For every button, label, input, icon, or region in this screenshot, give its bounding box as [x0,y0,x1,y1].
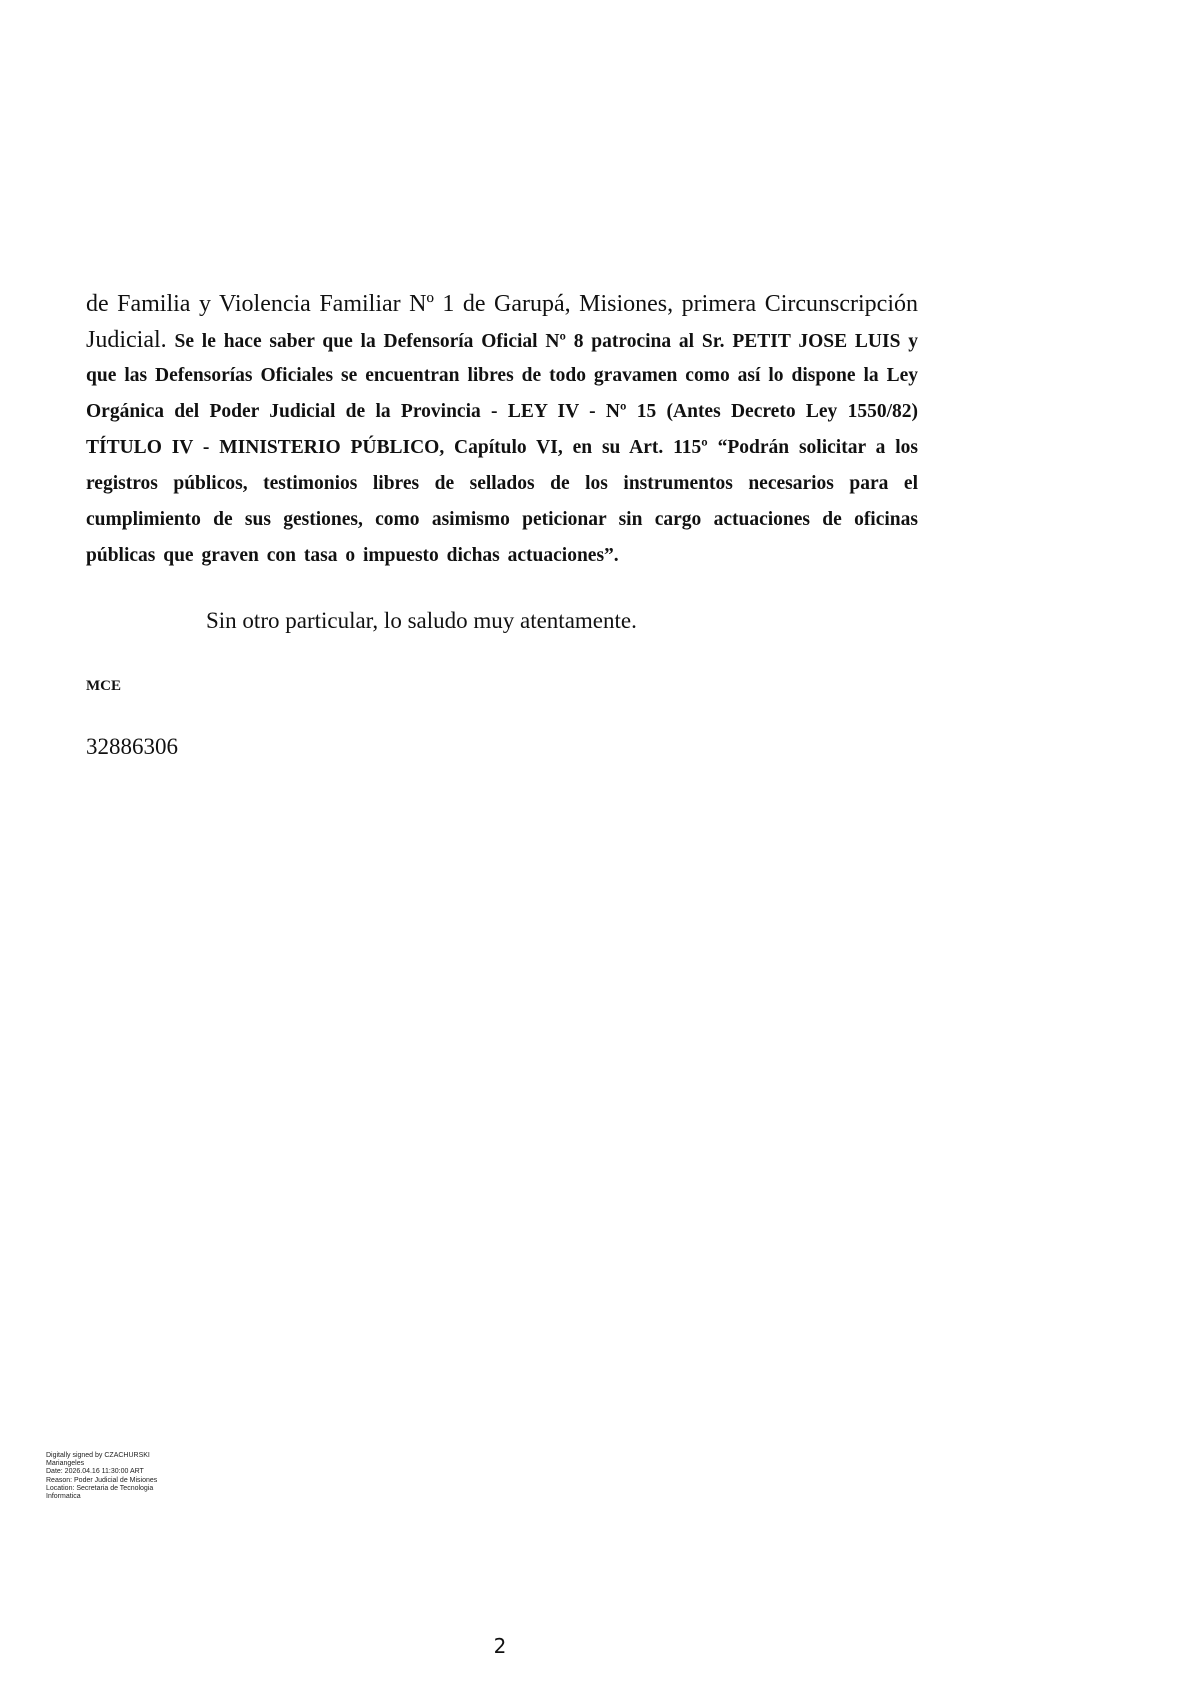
digital-signature-block [46,1452,206,1501]
author-initials: MCE [86,678,121,694]
signature-line-6: Informatica [46,1493,81,1501]
paragraph-line-7: cumplimiento de sus gestiones, como asimismo peticionar sin cargo actuaciones de oficinas [86,509,918,530]
signature-line-2: Mariangeles [46,1460,85,1468]
paragraph-line-6: registros públicos, testimonios libres de sellados de los instrumentos necesarios para el [86,473,918,494]
paragraph-line-2 [86,322,918,358]
paragraph-line-8: públicas que graven con tasa o impuesto dichas actuaciones”. [86,545,619,566]
paragraph-line-1: de Familia y Violencia Familiar Nº 1 de Garupá, Misiones, primera Circunscripción [86,291,918,317]
body-paragraph [86,286,918,574]
signature-line-4: Reason: Poder Judicial de Misiones [46,1476,158,1484]
paragraph-line-4: Orgánica del Poder Judicial de la Provincia - LEY IV - Nº 15 (Antes Decreto Ley 1550/82) [86,401,918,422]
signature-line-3: Date: 2026.04.16 11:30:00 ART [46,1468,144,1476]
paragraph-line-5: TÍTULO IV - MINISTERIO PÚBLICO, Capítulo VI, en su Art. 115º “Podrán solicitar a los [86,437,918,458]
paragraph-line-2-bold: Se le hace saber que la Defensoría Oficial Nº 8 patrocina al Sr. PETIT JOSE LUIS y [174,331,918,352]
signature-line-5: Location: Secretaria de Tecnologia [46,1484,154,1492]
paragraph-line-3: que las Defensorías Oficiales se encuentran libres de todo gravamen como así lo dispone la Ley [86,365,918,386]
signature-line-1: Digitally signed by CZACHURSKI [46,1452,150,1459]
reference-number: 32886306 [86,734,178,759]
paragraph-line-2-regular: Judicial. [86,327,167,353]
page-number: 2 [493,1634,507,1658]
closing-salutation: Sin otro particular, lo saludo muy atentamente. [206,608,637,633]
